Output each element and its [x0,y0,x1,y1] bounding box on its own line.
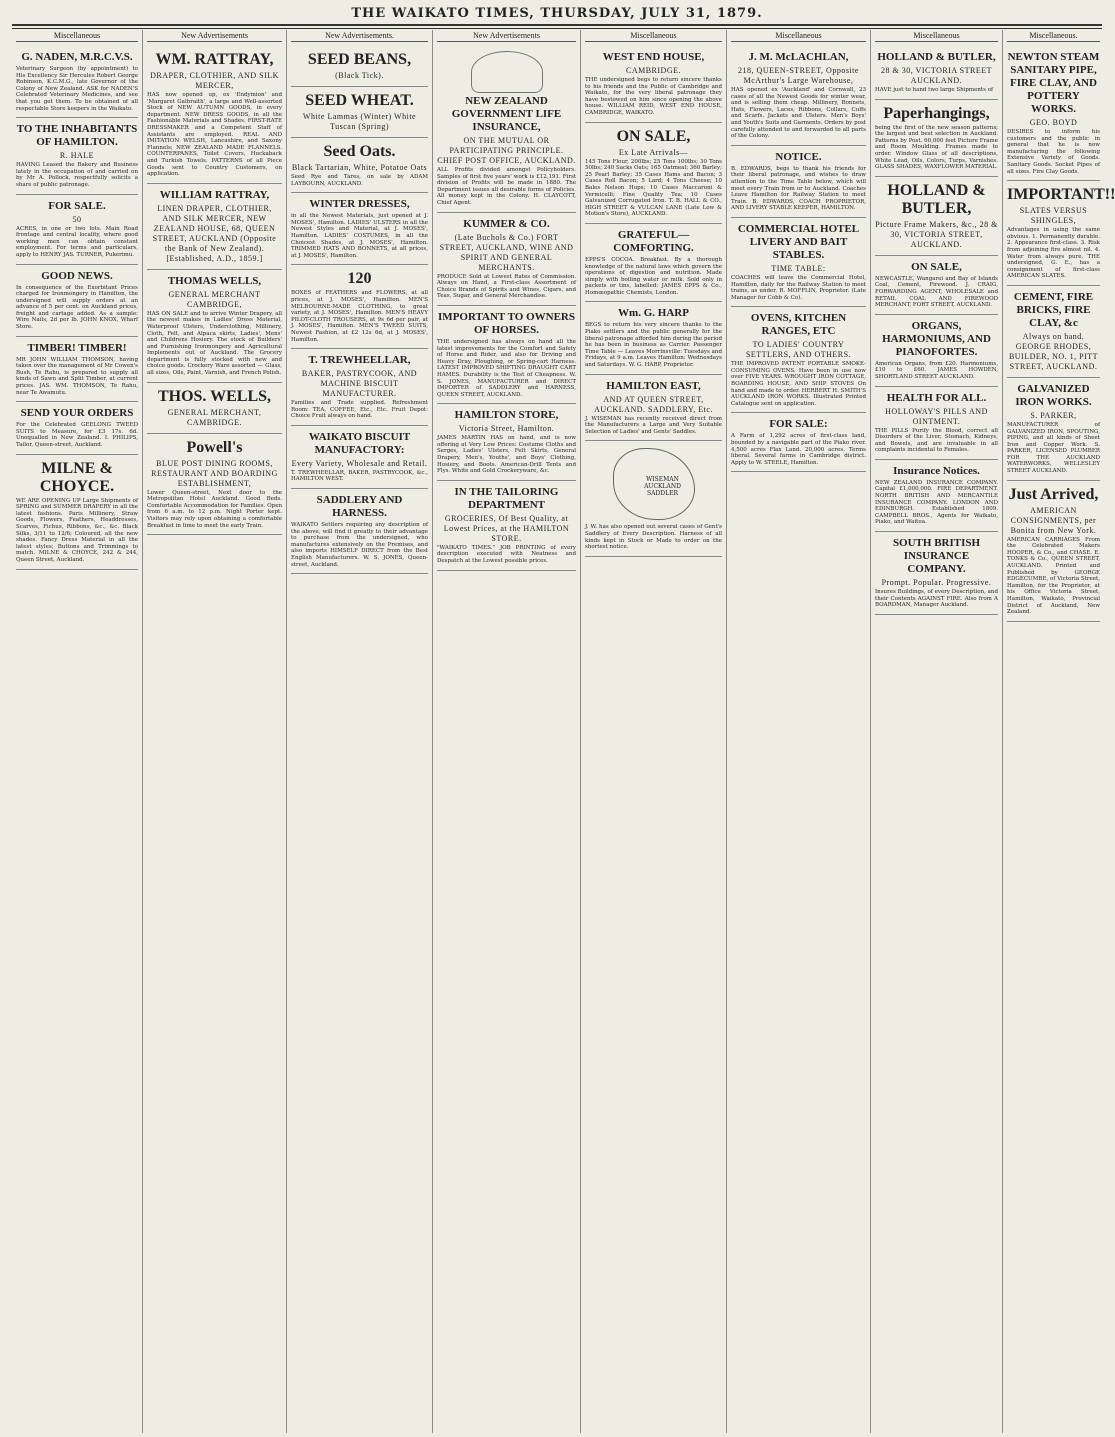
ad-headline: SEND YOUR ORDERS [20,407,134,420]
ad-body-text: BOXES of FEATHERS and FLOWERS, at all prices, at J. MOSES', Hamilton. MEN'S MELBOURNE-MADE CLOTHING, to great variety, at J. MOSES', Hamilton. MEN'S HEAVY PILOT-CLOTH TROUSERS, at 9s 6d per pair, at J. MOSES', Hamilton. MEN'S TWEED SUITS, Newest Fashion, at £2 12s 6d, at J. MOSES', Hamilton. [291,290,428,343]
advertisement [16,46,138,118]
ad-headline: ON SALE, [616,127,691,145]
advertisement [1007,286,1100,378]
ad-body-text: J. WISEMAN has recently received direct from the Manufacturers a Large and Very Suitable Selection of Ladies' and Gents' Saddles. [585,415,722,435]
ad-headline: HEALTH FOR ALL. [886,391,987,404]
ad-body-text: ALL Profits divided amongst Policyholders. Samples of first five years' work is £12,191. First division of Profits will be made in 1880. The Department issues all desirable forms of Policies. All money kept in the Colony. H. CLAYCOTT, Chief Agent. [437,167,576,206]
ad-subheading: (Late Buchols & Co.) FORT STREET, AUCKLAND, WINE AND SPIRIT AND GENERAL MERCHANTS. [439,232,574,272]
advertisement [437,213,576,306]
ad-headline: FOR SALE: [769,418,828,431]
ad-body-text: BEGS to return his very sincere thanks to the Piako settlers and the public generally for the liberal patronage afforded him during the period he has been in business as Carrier. Passenger Time Table — Leaves Morrinsville: Tuesdays and Fridays, at 9 a.m. Leaves Hamilton: Wednesdays and Saturdays. W. G. HARP, Proprietor. [585,322,722,369]
ad-body-text: B. EDWARDS, begs to thank his friends for their liberal patronage, and wishes to draw attention to the Time Table below, which will meet every Train from or to Auckland. Coaches Leave Hamilton for Railway Station to meet Train. B. EDWARDS, COACH PROPRIETOR, AND LIVERY STABLE KEEPER, HAMILTON. [731,165,866,212]
advertisement [147,270,282,383]
ad-subheading: AMERICAN CONSIGNMENTS, per Bonita from New York. [1010,505,1097,535]
ad-body-text: THE IMPROVED PATENT PORTABLE SMOKE-CONSUMING OVENS. Have been in use now over FIVE YEARS. WROUGHT IRON COTTAGE, BOARDING HOUSE, AND SHIP STOVES On hand and made to order. HERBERT H. SMITH'S AUCKLAND IRON WORKS. Illustrated Printed Catalogue sent on application. [731,361,866,407]
advertisement [147,184,282,270]
ad-body-text: 145 Tons Flour, 200lbs; 25 Tons 100lbs; 30 Tons 50lbs; 240 Sacks Oats; 165 Oatmeal; 360 Barley; 25 Pearl Barley; 35 Cases Hams and Bacon; 3 Cases Roll Bacon; 5 Lard; 4 Tons Cheese; 10 Bales Nelson Hops; 10 Cases Maccaroni & Vermicelli; Fine Quality Tea; 10 Cases Galvanized Corrugated Iron. T. B. HALL & CO., HIGH STREET & VULCAN LANE (Late Low & Motion's Store), AUCKLAND. [585,158,722,218]
ad-body-text: NEWCASTLE, Wangarei and Bay of Islands Coal, Cement, Firewood. J. CRAIG, FORWARDING AGENT, WHOLESALE and RETAIL COAL AND FIREWOOD MERCHANT, FORT STREET, AUCKLAND. [875,275,998,309]
ad-subheading: GENERAL MERCHANT, CAMBRIDGE. [167,407,262,427]
advertisement [585,46,722,123]
ad-body-text: Seed Rye and Tares, on sale by ADAM LAYBOURN, AUCKLAND. [291,174,428,187]
ad-headline: WINTER DRESSES, [309,198,410,211]
advertisement [16,195,138,265]
ad-body-text: MANUFACTURER of GALVANIZED IRON, SPOUTING, PIPING, and all kinds of Sheet Iron and Copper Work. S. PARKER, LICENSED PLUMBER FOR THE AUCKLAND WATERWORKS, WELLESLEY STREET AUCKLAND. [1007,421,1100,475]
ad-body-text: being the first of the new season patterns; the largest and best selection in Auckland. Patterns by Post. 60,000 feet Picture Frame and Room Moulding. Frames made to order. Window Glass of all descriptions, White Lead, Oils, Colors, Turps, Varnishes. GLASS SHADES, WAXFLOWER MATERIAL. [875,124,998,171]
ad-headline: FOR SALE. [48,199,106,212]
ad-subheading: R. HALE [59,151,95,161]
masthead [0,0,1114,30]
column-7 [870,30,1002,1433]
ad-headline: IMPORTANT TO OWNERS OF HORSES. [438,310,575,336]
advertisement [585,302,722,374]
page-title: THE WAIKATO TIMES, THURSDAY, JULY 31, 1879. [351,6,763,21]
ad-headline: WAIKATO BISCUIT MANUFACTORY: [308,430,411,456]
ad-headline: GRATEFUL—COMFORTING. [613,228,694,254]
ad-body-text: American Organs, from £20. Harmoniums, £10 to £60. JAMES HOWDEN, SHORTLAND STREET AUCKLAND. [875,360,998,380]
column-8 [1002,30,1115,1433]
ad-subheading: ON THE MUTUAL OR PARTICIPATING PRINCIPLE. CHIEF POST OFFICE, AUCKLAND. [437,136,576,165]
ad-subheading: 50 [72,214,82,224]
advertisement [585,123,722,224]
ad-body-text: In consequence of the Exorbitant Prices charged for Ironmongery in Hamilton, the undersigned will supply orders at an advance of 5 per cent. on Auckland prices, freight and cartage added. As a sample: Wire Nails, 2d per lb. JOHN KNOX, Wharf Store. [16,284,138,331]
advertisement [875,387,998,460]
ad-body-text: "WAIKATO TIMES." JOB PRINTING of every description executed with Neatness and Despatch at the Lowest possible prices. [437,544,576,565]
column-5 [580,30,726,1433]
ad-body-text: HAS now opened up, ex 'Endymion' and 'Margaret Galbraith', a large and Well-assorted Stock of NEW AUTUMN GOODS, in every department. NEW DRESS GOODS, in all the Fashionable Materials and Shades. FIRST-RATE DRESSMAKER and a Competent Staff of Assistants are employed. REAL AND IMITATION WELSH, Lancashire, and Saxony Flannels; NEW ZEALAND MADE FLANNELS. COUNTERPANES, Toilet Covers, Huckaback and Turkish Towels. PATTERNS of all Piece Goods sent to Country Customers, on application. [147,92,282,178]
advertisement [291,87,428,138]
ad-headline: NEW ZEALAND GOVERNMENT LIFE INSURANCE, [451,95,562,133]
ad-body-text: in all the Newest Materials, just opened at J. MOSES', Hamilton. LADIES' ULSTERS in all the Newest Styles and Material, at J. MOSES', Hamilton. LADIES' COSTUMES, in all the Choicest Shades, at J. MOSES', Hamilton. TRIMMED HATS AND BONNETS, at all prices, at J. MOSES', Hamilton. [291,213,428,259]
ad-body-text: THE undersigned begs to return sincere thanks to his friends and the Public of Cambridge and Waikato, for the very liberal patronage they have bestowed on him since opening the above house. WILLIAM REID, WEST END HOUSE, CAMBRIDGE, WAIKATO. [585,77,722,116]
ad-subheading: Ex Late Arrivals— [618,147,689,157]
ad-subheading: Always on hand. GEORGE RHODES, BUILDER, NO. 1, PITT STREET, AUCKLAND. [1008,331,1099,371]
ad-body-text: Veterinary Surgeon (by appointment) to His Excellency Sir Hercules Robert George Robinson, K.C.M.G., late Governor of the Colony of New Zealand. ASK for NADEN'S Celebrated Veterinary Medicines, and see that you get them. To be obtained of all respectable Store keepers in the Waikato. [16,66,138,112]
ad-headline: OVENS, KITCHEN RANGES, ETC [750,312,847,338]
advertisement [875,460,998,532]
ad-body-text: T. TREWHEELLAR, BAKER, PASTRYCOOK, &c., HAMILTON WEST. [291,469,428,483]
advertisement [291,265,428,349]
ad-headline: Wm. G. HARP [618,307,689,320]
advertisement [875,532,998,615]
ad-subheading: TIME TABLE: [771,263,826,273]
ad-subheading: HOLLOWAY'S PILLS AND OINTMENT. [885,406,988,426]
ad-body-text: ACRES, in one or two lots. Main Road frontage and central locality, where good working men can obtain constant employment. For terms and particulars, apply to HENRY JAS. TURNER, Pukerimu. [16,225,138,258]
section-header: Miscellaneous [16,30,138,42]
coat-of-arms-icon [471,51,543,93]
ad-body-text: J. W. has also opened out several cases of Gent's Saddlery of Every Description. Harness of all kinds kept in Stock or Made to order on the shortest notice. [585,524,722,551]
ad-body-text: Families and Trade supplied. Refreshment Room: TEA, COFFEE, Etc., Etc. Fruit Depot: Choice Fruit always on hand. [291,400,428,420]
section-header: Miscellaneous [731,30,866,42]
ad-headline: MILNE & CHOYCE. [39,459,115,495]
advertisement [585,224,722,303]
advertisement [437,306,576,404]
ad-subheading: LINEN DRAPER, CLOTHIER, AND SILK MERCER, NEW ZEALAND HOUSE, 68, QUEEN STREET, AUCKLAND (Opposite the Bank of New Zealand). [Established, A.D., 1859.] [152,203,277,263]
ad-headline: SOUTH BRITISH INSURANCE COMPANY. [892,537,981,576]
ad-body-text: WE ARE OPENING UP Large Shipments of SPRING and SUMMER DRAPERY in all the latest fashions. Paris Millinery, Straw Goods, Flowers, Feathers, Headdresses, Scarves, Fichus, Ribbons, &c., &c. Black Silks, 3/11 to 12/6; Coloured, all the new shades. Fancy Dress Material in all the latest styles; Buttons and Trimmings to match. MILNE & CHOYCE, 242 & 244, Queen Street, Auckland. [16,497,138,563]
section-header: Miscellaneous [585,30,722,42]
column-6 [726,30,870,1433]
ad-body-text: WAIKATO Settlers requiring any description of the above, will find it greatly to their advantage to purchase from the undersigned, who manufactures extensively on the Premises, and also imports HIMSELF DIRECT from the Best English Manufacturers. W. S. JONES, Queen-street, Auckland. [291,522,428,568]
advertisement [291,46,428,87]
advertisement [437,404,576,481]
ad-body-text: A Farm of 1,292 acres of first-class land, bounded by a navigable part of the Piako river. 4,500 acres Flax Land. 20,000 acres. Terms liberal. Several farms in Cambridge district. Apply to W. STEELE, Hamilton. [731,433,866,466]
section-header: Miscellaneous. [1007,30,1100,42]
advertisement [1007,181,1115,286]
advertisement [16,402,138,454]
advertisement [147,383,282,434]
ad-body-text: HAVE just to hand two large Shipments of [875,87,994,93]
ad-headline: WM. RATTRAY, [155,51,274,68]
ad-subheading: DRAPER, CLOTHIER, AND SILK MERCER, [150,71,279,90]
ad-headline: Seed Oats. [323,143,396,160]
ad-subheading: (Black Tick). [335,71,384,80]
ad-headline: WEST END HOUSE, [602,51,705,63]
column-2 [142,30,286,1433]
advertisement [16,337,138,403]
ad-body-text: THE PILLS Purify the Blood, correct all Disorders of the Liver, Stomach, Kidneys, and Bowels, and are invaluable in all complaints incidental to Females. [875,427,998,454]
ad-body-text: AMERICAN CARRIAGES From the Celebrated Makers HOOPER, & Co., and CHASE. E. TONKS & Co., QUEEN STREET, AUCKLAND. Printed and Published by GEORGE EDGECUMBE, of Victoria Street, Hamilton, for the Proprietor, at his Office Victoria Street, Hamilton, Waikato, Provincial District of Auckland, New Zealand. [1007,536,1100,616]
ad-headline: GOOD NEWS. [41,269,113,282]
advertisement [731,218,866,307]
ad-subheading: BAKER, PASTRYCOOK, AND MACHINE BISCUIT MANUFACTURER. [301,369,418,399]
ad-headline: COMMERCIAL HOTEL LIVERY AND BAIT STABLES. [737,222,860,261]
ad-headline: J. M. McLACHLAN, [748,51,849,63]
ad-headline: ON SALE, [911,260,962,273]
ad-body-text: DESIRES to inform his customers and the public in general that he is now manufacturing the following Extensive Variety of Goods. Sanitary Goods. Socket Pipes of all sizes. Fire Clay Goods. [1007,129,1100,175]
ad-subheading: Victoria Street, Hamilton. [458,424,555,434]
ad-headline: THOMAS WELLS, [167,274,262,287]
saddle-logo-text: WISEMAN AUCKLAND SADDLER [644,476,681,497]
advertisement [16,118,138,194]
ad-headline: HOLLAND & BUTLER, [877,51,996,63]
ad-headline: ORGANS, HARMONIUMS, AND PIANOFORTES. [882,319,991,358]
ad-headline: SEED BEANS, [307,51,412,68]
ad-headline: NEWTON STEAM SANITARY PIPE, FIRE CLAY, AND POTTERY WORKS. [1007,51,1100,115]
ad-body-text: EPPS'S COCOA. Breakfast. By a thorough knowledge of the natural laws which govern the operations of digestion and nutrition. Made simply with boiling water or milk. Sold only in packets or tins, labelled: JAMES EPPS & Co., Homœopathic Chemists, London. [585,256,722,296]
advertisement [875,177,998,256]
ad-headline: HOLLAND & BUTLER, [887,181,986,217]
advertisement [1007,46,1100,181]
advertisement [147,46,282,184]
advertisement [16,265,138,337]
ad-subheading: Prompt. Popular. Progressive. [881,578,992,588]
section-header: New Advertisements [147,30,282,42]
ad-body-text: THE undersigned has always on hand all the latest improvements for the Comfort and Safety of Horse and Rider, and also for Driving and Heavy Dray, Ploughing, or Spring-cart Harness. LATEST IMPROVED SHIFTING DRAUGHT CART HAMES. Durability is the Test of Cheapness. W. S. JONES, MANUFACTURER and DIRECT IMPORTER of SADDLERY and HARNESS, QUEEN STREET, AUCKLAND. [437,338,576,398]
ad-body-text: Lower Queen-street, Next door to the Metropolitan Hotel Auckland. Good Beds. Comfortable Accommodation for Families. Open from 6 a.m. to 12 p.m. Night Porter kept. Visitors may rely upon obtaining a comfortable Breakfast in time to meet the early Train. [147,489,282,529]
ad-subheading: GROCERIES, Of Best Quality, at Lowest Prices, at the HAMILTON STORE. [443,513,570,543]
advertisement [291,489,428,574]
ad-body-text: MR JOHN WILLIAM THOMSON, having taken over the management of Mr Cowen's Bush, Te Rahu, is prepared to supply all kinds of Sawn and Split Timber, at current prices. JAS. WM. THOMSON, Te Rahu, near Te Awamutu. [16,356,138,396]
ad-subheading: BLUE POST DINING ROOMS, RESTAURANT AND BOARDING ESTABLISHMENT, [151,458,278,488]
ad-headline: SADDLERY AND HARNESS. [316,494,403,520]
ad-subheading: AND AT QUEEN STREET, AUCKLAND. SADDLERY, Etc. [594,394,713,414]
ad-body-text: NEW ZEALAND INSURANCE COMPANY. Capital £1,000,000. FIRE DEPARTMENT. NORTH BRITISH AND MERCANTILE INSURANCE COMPANY. LONDON AND EDINBURGH. Established 1809. CAMPBELL BROS., Agents for Waikato, Piako, and Waitoa. [875,479,998,526]
section-header: New Advertisements [437,30,576,42]
ad-headline: IN THE TAILORING DEPARTMENT [454,485,559,511]
ad-subheading: 218, QUEEN-STREET, Opposite McArthur's Large Warehouse, [738,66,859,85]
ad-body-text: For the Celebrated GEELONG TWEED SUITS to Measure, for £3 17s. 6d. Unequalled in New Zealand. I. PHILIPS, Tailor, Queen-street, Auckland. [16,422,138,448]
ad-headline: NOTICE. [775,150,822,163]
ad-headline: CEMENT, FIRE BRICKS, FIRE CLAY, &c [1013,290,1094,329]
ad-body-text: COACHES will leave the Commercial Hotel, Hamilton, daily for the Railway Station to meet trains, as under. R. MOFFLIN, Proprietor. (Late Manager for Cobb & Co). [731,274,866,301]
ad-headline: HAMILTON STORE, [454,409,559,422]
advertisement [875,315,998,387]
ad-subheading: CAMBRIDGE. [625,66,681,75]
advertisement [291,426,428,489]
ad-body-text: JAMES MARTIN HAS on hand, and is now offering at Very Low Prices: Costume Cloths and Serges, Ladies' Ulsters, Felt Skirts, General Drapery, Men's, Youths', and Boys' Clothing, Hosiery, and Boots. American-Drill Tents and Flys. White and Gold Crockeryware, &c. [437,435,576,475]
ad-body-text: Advantages in using the same obvious. 1. Permanently durable. 2. Appearance first-class. 3. Risk from adjoining fire almost nil. 4. Water from always pure. THE undersigned, G. E., has a consignment of first-class AMERICAN SLATES. [1007,227,1100,280]
ad-subheading: 28 & 30, VICTORIA STREET AUCKLAND. [880,66,993,85]
advertisement [437,46,576,213]
ad-subheading: Black Tartarian, White, Potatoe Oats [291,163,428,172]
ad-headline: IMPORTANT!! [1007,186,1115,204]
ad-headline: 120 [347,270,372,288]
ad-subheading: GEO. BOYD [1029,118,1078,127]
ad-headline: Powell's [186,438,243,456]
ad-headline: SEED WHEAT. [305,92,414,109]
ad-headline: Just Arrived, [1008,485,1099,503]
advertisement [16,455,138,570]
advertisement [731,413,866,472]
advertisement [291,138,428,193]
column-4 [432,30,580,1433]
section-header: Miscellaneous [875,30,998,42]
advertisement [147,434,282,536]
column-3 [286,30,432,1433]
advertisement [731,146,866,218]
ad-subheading: Picture Frame Makers, &c., 28 & 30, VICTORIA STREET, AUCKLAND. [875,219,998,249]
ad-headline: Insurance Notices. [893,464,980,477]
ad-headline: TIMBER! TIMBER! [27,341,127,354]
ad-body-text: HAS opened ex 'Auckland' and Cornwall, 23 cases of all the Newest Goods for winter wear, and is selling them cheap. Millinery, Bonnets, Hats, Flowers, Laces, Ribbons, Collars, Cuffs and Scarfs. Jackets and Ulsters. Men's Boys' and Youth's Suits and Garments. Orders by post carefully attended to and forwarded to all parts of the Colony. [731,87,866,140]
ad-body-text: HAS ON SALE and to arrive Winter Drapery, all the newest makes in Ladies' Dress Material, Waterproof Ulsters, Underclothing, Millinery, Cloth, Felt, and Alpaca skirts, Ladies', Mens' and Childrens Hosiery. The stock of Builders' and Furnishing Ironmongery and Agricultural Implements out of Auckland. The Grocery department is fully stocked with new and choice goods. Crockery Ware assorted — Glass, all sizes, Oils, Paint, Varnish, and French Polish. [147,310,282,377]
ad-subheading: White Lammas (Winter) White Tuscan (Spring) [302,112,417,131]
advertisement [1007,481,1100,622]
ad-headline: T. TREWHEELLAR, [308,354,411,367]
ad-headline: WILLIAM RATTRAY, [159,188,270,201]
saddle-logo-icon [613,448,695,520]
ad-headline: Paperhangings, [883,104,990,122]
advertisement [731,307,866,413]
column-1 [12,30,142,1433]
advertisement [585,375,722,442]
advertisement [437,481,576,571]
advertisement [875,256,998,315]
ad-subheading: SLATES VERSUS SHINGLES, [1019,206,1088,226]
advertisement [1007,378,1100,481]
advertisement [875,46,998,100]
advertisement [585,441,722,556]
ad-headline: THOS. WELLS, [157,387,272,405]
advertisement [291,349,428,426]
advertisement [731,46,866,146]
ad-headline: HAMILTON EAST, [606,379,701,392]
advertisement [291,193,428,265]
ad-subheading: TO LADIES' COUNTRY SETTLERS, AND OTHERS. [745,340,852,360]
ad-subheading: Every Variety, Wholesale and Retail. [291,458,428,468]
ad-body-text: PRODUCE Sold at Lowest Rates of Commission. Always on Hand, a First-class Assortment of Choice Brands of Spirits and Wines, Cigars, and Teas, Sugar, and General Merchandise. [437,273,576,300]
masthead-rule [12,24,1102,29]
ad-headline: GALVANIZED IRON WORKS. [1015,382,1092,408]
ad-body-text: Insures Buildings, of every Description, and their Contents AGAINST FIRE. Also from A BOARDMAN, Manager Auckland. [875,589,998,609]
ad-headline: G. NADEN, M.R.C.V.S. [21,51,133,63]
ad-headline: KUMMER & CO. [463,217,550,230]
ad-subheading: S. PARKER, [1030,410,1077,420]
advertisement [875,100,998,177]
ad-subheading: GENERAL MERCHANT CAMBRIDGE, [168,289,261,309]
ad-headline: TO THE INHABITANTS OF HAMILTON. [16,123,138,149]
ad-body-text: HAVING Leased the Bakery and Business lately in the occupation of and carried on by Mr A. Pollock, respectfully solicits a share of public patronage. [16,162,138,188]
section-header: New Advertisements. [291,30,428,42]
